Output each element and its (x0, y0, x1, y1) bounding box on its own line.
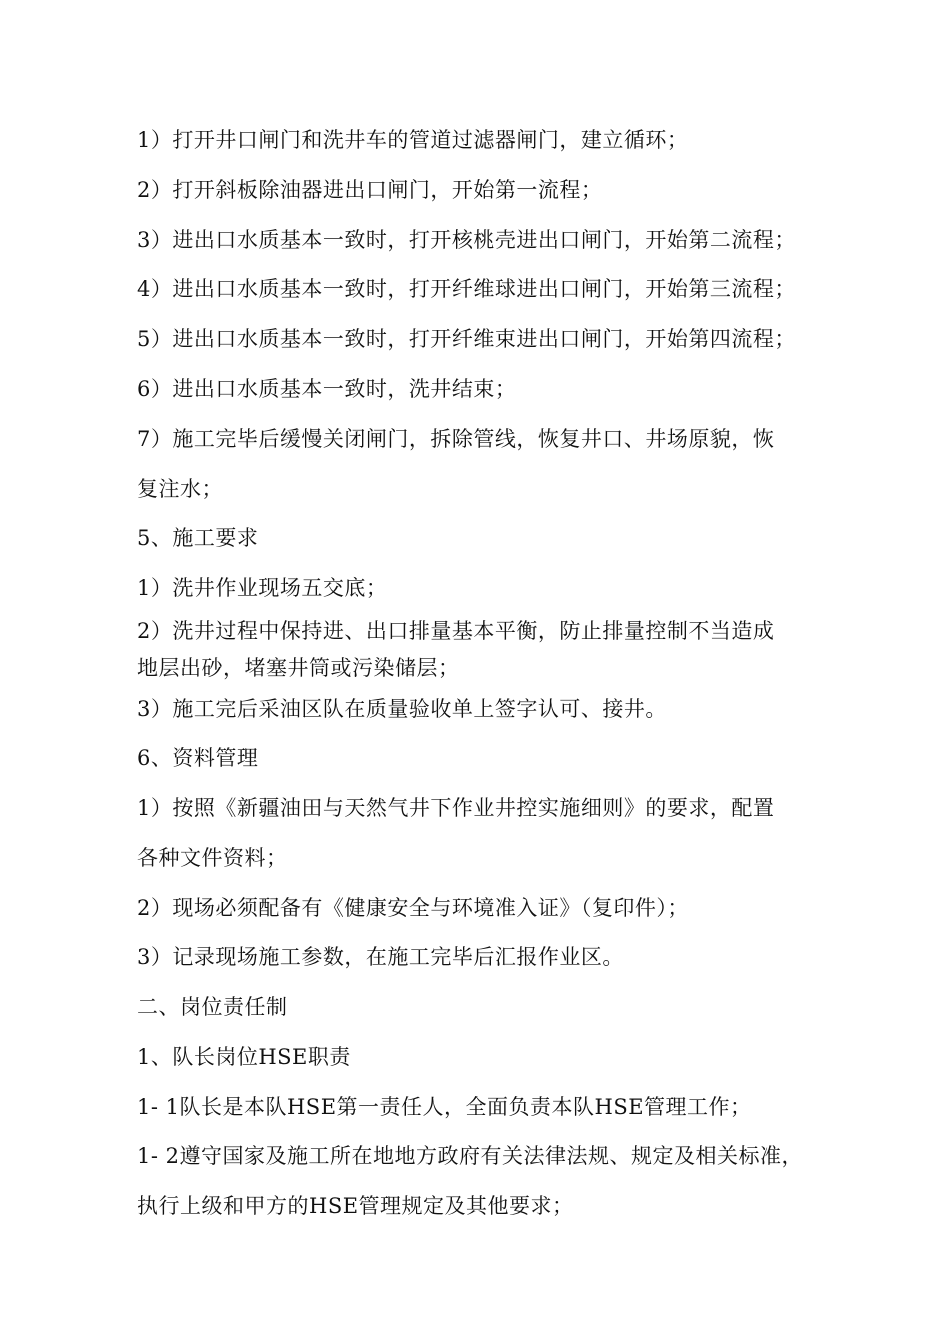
paragraph-line: 各种文件资料； (137, 846, 288, 870)
paragraph-line: 3）施工完后采油区队在质量验收单上签字认可、接井。 (137, 697, 667, 721)
section-heading: 6、资料管理 (137, 746, 259, 770)
paragraph-line: 3）记录现场施工参数，在施工完毕后汇报作业区。 (137, 945, 624, 969)
paragraph-line: 1）洗井作业现场五交底； (137, 576, 388, 600)
paragraph-line: 2）打开斜板除油器进出口闸门，开始第一流程； (137, 178, 603, 202)
paragraph-line: 1- 1队长是本队HSE第一责任人，全面负责本队HSE管理工作； (137, 1095, 752, 1119)
paragraph-line: 7）施工完毕后缓慢关闭闸门，拆除管线，恢复井口、井场原貌，恢 (137, 427, 775, 451)
paragraph-line: 1- 2遵守国家及施工所在地地方政府有关法律法规、规定及相关标准， (137, 1144, 803, 1168)
paragraph-line: 2）现场必须配备有《健康安全与环境准入证》（复印件）； (137, 896, 689, 920)
section-heading: 1、队长岗位HSE职责 (137, 1045, 351, 1069)
paragraph-line: 1）打开井口闸门和洗井车的管道过滤器闸门，建立循环； (137, 128, 689, 152)
paragraph-line: 2）洗井过程中保持进、出口排量基本平衡，防止排量控制不当造成 (137, 619, 775, 643)
paragraph-line: 1）按照《新疆油田与天然气井下作业井控实施细则》的要求，配置 (137, 796, 775, 820)
chapter-heading: 二、岗位责任制 (137, 995, 288, 1019)
paragraph-line: 复注水； (137, 477, 223, 501)
paragraph-line: 3）进出口水质基本一致时，打开核桃壳进出口闸门，开始第二流程； (137, 228, 796, 252)
paragraph-line: 执行上级和甲方的HSE管理规定及其他要求； (137, 1194, 574, 1218)
section-heading: 5、施工要求 (137, 526, 259, 550)
paragraph-line: 6）进出口水质基本一致时，洗井结束； (137, 377, 517, 401)
paragraph-line: 4）进出口水质基本一致时，打开纤维球进出口闸门，开始第三流程； (137, 277, 796, 301)
paragraph-line: 地层出砂，堵塞井筒或污染储层； (137, 656, 460, 680)
paragraph-line: 5）进出口水质基本一致时，打开纤维束进出口闸门，开始第四流程； (137, 327, 796, 351)
